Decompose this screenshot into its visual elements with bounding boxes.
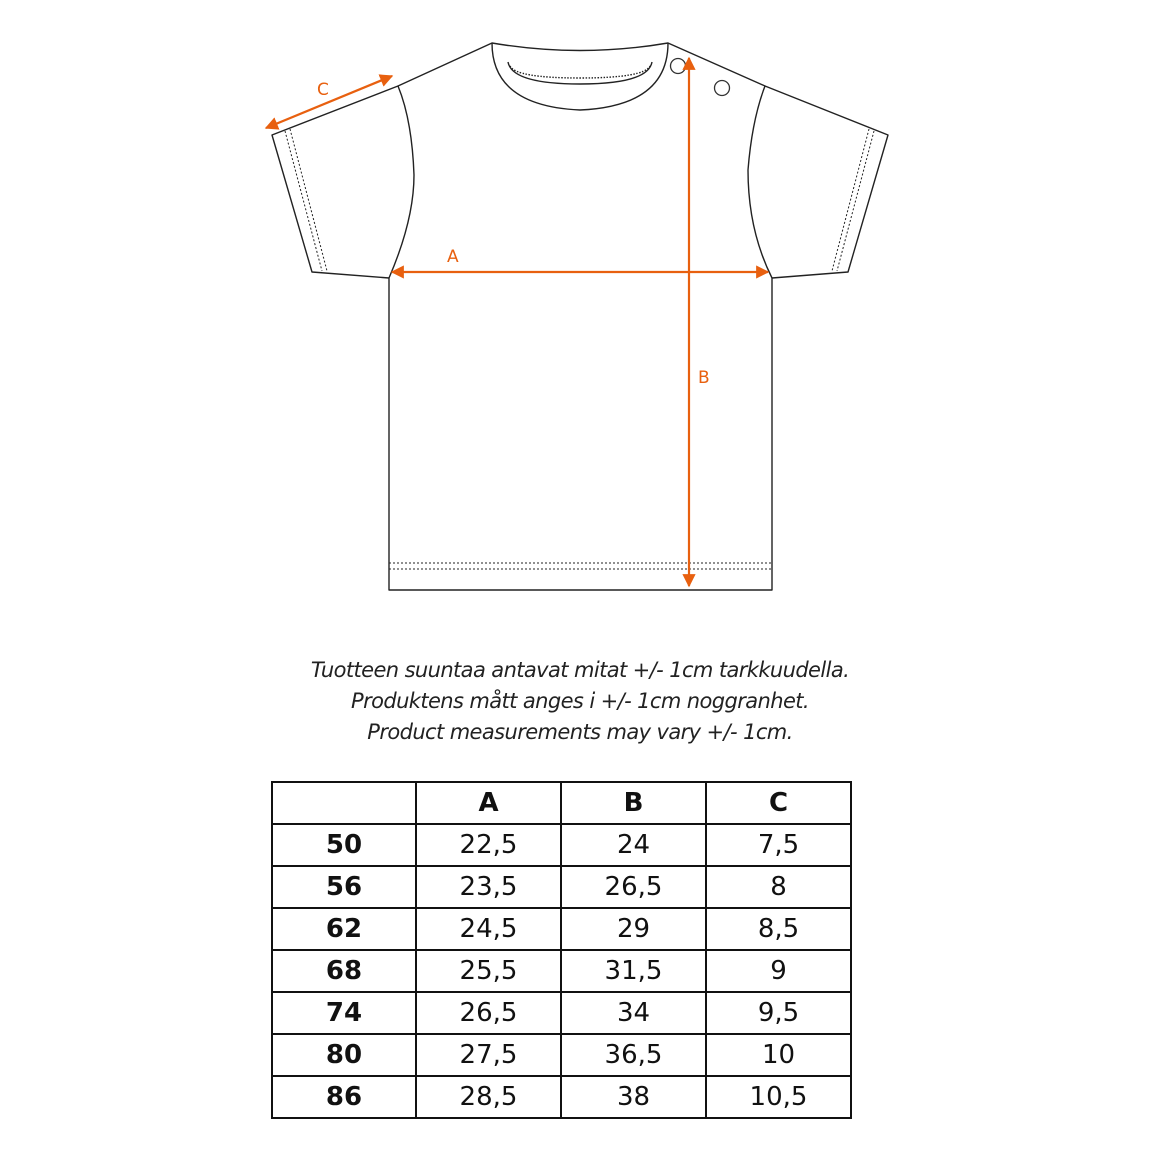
measure-arrow-c — [266, 76, 392, 128]
table-row — [272, 908, 851, 950]
measure-label-a: A — [447, 247, 459, 267]
cell-b: 26,5 — [561, 866, 706, 908]
table-row — [272, 824, 851, 866]
cell-size: 74 — [272, 992, 416, 1034]
cell-size: 50 — [272, 824, 416, 866]
header-b: B — [561, 782, 706, 824]
cell-size: 80 — [272, 1034, 416, 1076]
cell-a: 27,5 — [416, 1034, 561, 1076]
cell-c: 8 — [706, 866, 851, 908]
cell-c: 10 — [706, 1034, 851, 1076]
cell-size: 68 — [272, 950, 416, 992]
measurement-disclaimer — [0, 655, 1160, 748]
tshirt-outline — [272, 43, 888, 590]
table-row — [272, 992, 851, 1034]
table-row — [272, 1076, 851, 1118]
cell-b: 29 — [561, 908, 706, 950]
header-size — [272, 782, 416, 824]
measure-label-c: C — [317, 80, 329, 100]
table-row — [272, 1034, 851, 1076]
cell-b: 34 — [561, 992, 706, 1034]
cell-a: 26,5 — [416, 992, 561, 1034]
snap-button-icon — [671, 59, 686, 74]
header-a: A — [416, 782, 561, 824]
cell-c: 10,5 — [706, 1076, 851, 1118]
header-c: C — [706, 782, 851, 824]
cell-size: 86 — [272, 1076, 416, 1118]
disclaimer-line-en: Product measurements may vary +/- 1cm. — [367, 720, 793, 744]
table-row — [272, 950, 851, 992]
disclaimer-line-sv: Produktens mått anges i +/- 1cm noggranhet. — [351, 689, 809, 713]
table-header-row — [272, 782, 851, 824]
table-row — [272, 866, 851, 908]
cell-c: 9,5 — [706, 992, 851, 1034]
cell-size: 62 — [272, 908, 416, 950]
measure-label-b: B — [698, 368, 710, 388]
disclaimer-line-fi: Tuotteen suuntaa antavat mitat +/- 1cm tarkkuudella. — [310, 658, 850, 682]
cell-size: 56 — [272, 866, 416, 908]
cell-c: 7,5 — [706, 824, 851, 866]
snap-button-icon — [715, 81, 730, 96]
size-table — [271, 781, 852, 1119]
cell-a: 23,5 — [416, 866, 561, 908]
cell-b: 38 — [561, 1076, 706, 1118]
cell-a: 28,5 — [416, 1076, 561, 1118]
cell-a: 22,5 — [416, 824, 561, 866]
cell-a: 25,5 — [416, 950, 561, 992]
cell-c: 9 — [706, 950, 851, 992]
cell-b: 24 — [561, 824, 706, 866]
cell-b: 36,5 — [561, 1034, 706, 1076]
cell-a: 24,5 — [416, 908, 561, 950]
cell-b: 31,5 — [561, 950, 706, 992]
cell-c: 8,5 — [706, 908, 851, 950]
